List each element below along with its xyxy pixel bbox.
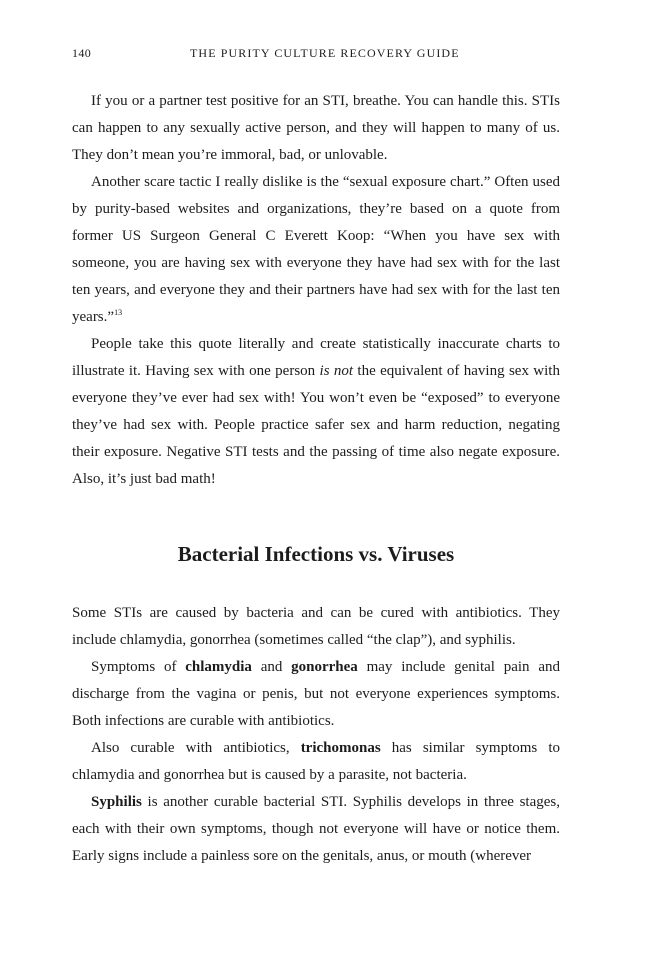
paragraph-2 (72, 169, 560, 331)
term-chlamydia: chlamydia (185, 659, 252, 675)
paragraph-5-text-1: Symptoms of (91, 659, 186, 675)
paragraph-4-text: Some STIs are caused by bacteria and can be cured with antibiotics. They include chlamydia, gonorrhea (sometimes called “the clap”), and syphilis. (72, 605, 560, 648)
book-title: THE PURITY CULTURE RECOVERY GUIDE (190, 46, 460, 60)
paragraph-7 (72, 789, 560, 870)
paragraph-3-text-before: People take this quote literally and create statistically inaccurate charts to illustrate it. Having sex with one person (72, 336, 560, 379)
paragraph-1-text: If you or a partner test positive for an STI, breathe. You can handle this. STIs can happen to any sexually active person, and they will happen to many of us. They don’t mean you’re immoral, bad, or unlovable. (72, 93, 560, 163)
running-header (72, 46, 560, 64)
paragraph-5-text-2: and (251, 659, 292, 675)
paragraph-6 (72, 735, 560, 789)
paragraph-4 (72, 600, 560, 654)
paragraph-5-text-3: may include genital pain and discharge from the vagina or penis, but not everyone experiences symptoms. Both infections are curable with antibiotics. (72, 659, 560, 729)
paragraph-3 (72, 331, 560, 493)
paragraph-3-text-after: the equivalent of having sex with everyone they’ve ever had sex with! You won’t even be “exposed” to everyone they’ve had sex with. People practice safer sex and harm reduction, negating their exposure. Negative STI tests and the passing of time also negate exposure. Also, it’s just bad math! (72, 363, 560, 487)
page-number: 140 (72, 46, 92, 60)
paragraph-6-text-1: Also curable with antibiotics, (91, 740, 301, 756)
section-heading: Bacterial Infections vs. Viruses (177, 542, 455, 566)
term-gonorrhea: gonorrhea (291, 659, 358, 675)
paragraph-5 (72, 654, 560, 735)
paragraph-6-text-2: has similar symptoms to chlamydia and gonorrhea but is caused by a parasite, not bacteria. (72, 740, 560, 783)
paragraph-7-text: is another curable bacterial STI. Syphilis develops in three stages, each with their own symptoms, though not everyone will have or notice them. Early signs include a painless sore on the genitals, anus, or mouth (wherever (72, 794, 560, 864)
term-trichomonas: trichomonas (300, 740, 381, 756)
body-text-bottom (72, 600, 560, 870)
paragraph-1 (72, 88, 560, 169)
paragraph-2-text: Another scare tactic I really dislike is the “sexual exposure chart.” Often used by purity-based websites and organizations, they’re based on a quote from former US Surgeon General C Everett Koop: “When you have sex with someone, you are having sex with everyone they have had sex with for the last ten years, and everyone they and their partners have had sex with for the last ten years.” (72, 174, 560, 325)
footnote-marker[interactable]: 13 (114, 308, 123, 317)
term-syphilis: Syphilis (91, 794, 142, 810)
body-text-top (72, 88, 560, 493)
paragraph-3-emphasis: is not (319, 363, 354, 379)
